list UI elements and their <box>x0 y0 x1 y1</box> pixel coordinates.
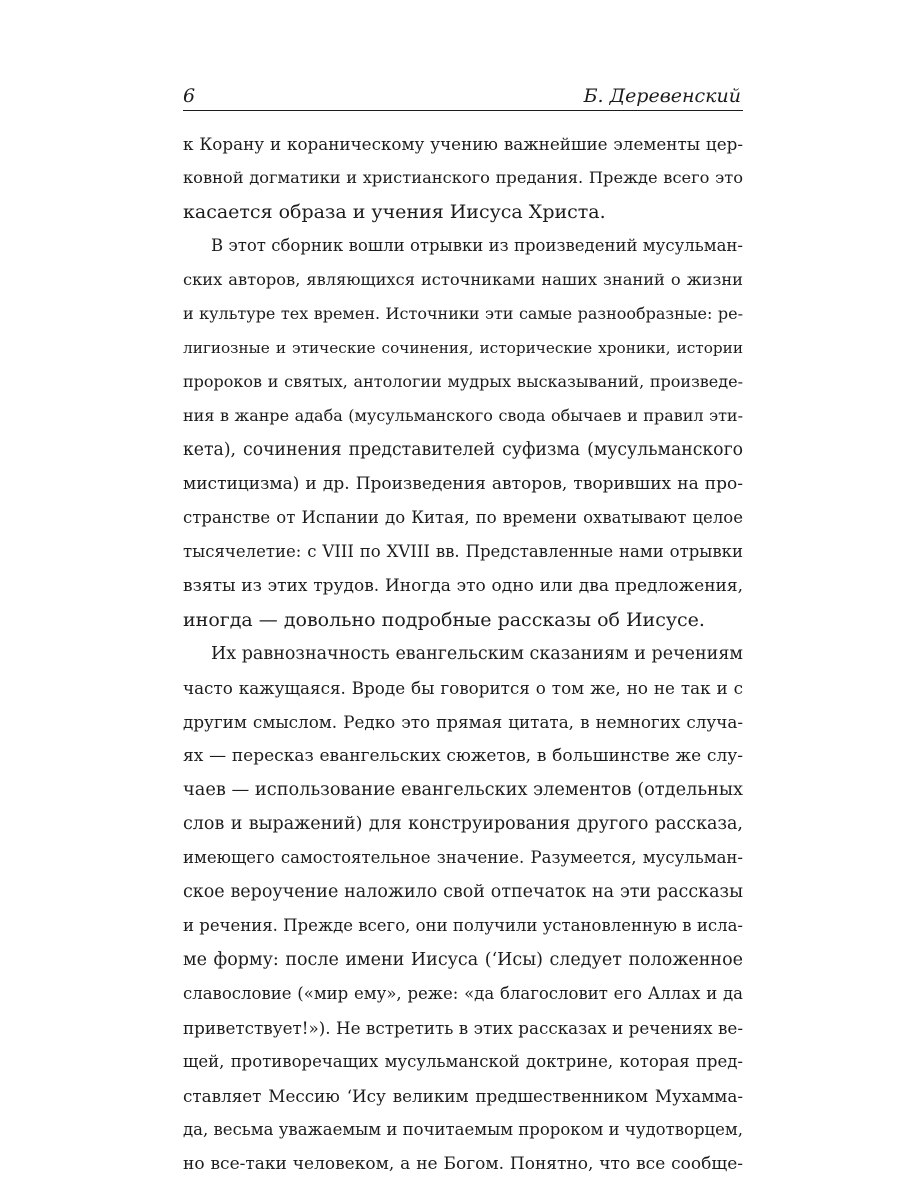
text-line: другим смыслом. Редко это прямая цитата, в немногих случа- <box>183 712 743 732</box>
text-line: и речения. Прежде всего, они получили установленную в исла- <box>183 916 743 935</box>
text-line: пророков и святых, антологии мудрых высказываний, произведе- <box>183 372 743 391</box>
text-line: чаев — использование евангельских элементов (отдельных <box>183 780 743 800</box>
page-number: 6 <box>183 85 196 107</box>
text-line: приветствует!»). Не встретить в этих рассказах и речениях ве- <box>183 1018 743 1038</box>
text-line: ское вероучение наложило свой отпечаток на эти рассказы <box>183 882 743 902</box>
text-line: тысячелетие: с VIII по XVIII вв. Представленные нами отрывки <box>183 542 743 561</box>
text-line: ставляет Мессию ‘Ису великим предшественником Мухамма- <box>183 1086 743 1106</box>
text-line: и культуре тех времен. Источники эти самые разнообразные: ре- <box>183 304 743 323</box>
text-line: иногда — довольно подробные рассказы об Иисусе. <box>183 609 705 631</box>
text-line: слов и выражений) для конструирования другого рассказа, <box>183 814 743 834</box>
text-line: ме форму: после имени Иисуса (‘Исы) следует положенное <box>183 950 743 970</box>
text-line: мистицизма) и др. Произведения авторов, творивших на про- <box>183 474 743 494</box>
running-title: Б. Деревенский <box>583 85 741 107</box>
text-line: но все-таки человеком, а не Богом. Понятно, что все сообще- <box>183 1154 743 1174</box>
text-line: кета), сочинения представителей суфизма (мусульманского <box>183 440 743 460</box>
text-line: славословие («мир ему», реже: «да благословит его Аллах и да <box>183 984 743 1003</box>
text-line: щей, противоречащих мусульманской доктрине, которая пред- <box>183 1052 743 1071</box>
text-line: да, весьма уважаемым и почитаемым пророком и чудотворцем, <box>183 1120 743 1139</box>
text-line: странстве от Испании до Китая, по времени охватывают целое <box>183 508 743 527</box>
text-line: ния в жанре адаба (мусульманского свода обычаев и правил эти- <box>183 406 743 425</box>
text-line: ских авторов, являющихся источниками наших знаний о жизни <box>183 270 743 289</box>
text-line: ях — пересказ евангельских сюжетов, в большинстве же слу- <box>183 746 743 766</box>
paragraph-first-line: Их равнозначность евангельским сказаниям и речениям <box>211 644 743 664</box>
text-line: имеющего самостоятельное значение. Разумеется, мусульман- <box>183 848 743 867</box>
running-header <box>183 82 743 111</box>
text-line: взяты из этих трудов. Иногда это одно или два предложения, <box>183 576 743 596</box>
text-line: ковной догматики и христианского предания. Прежде всего это <box>183 168 743 187</box>
text-line: лигиозные и этические сочинения, исторические хроники, истории <box>183 339 743 357</box>
paragraph-first-line: В этот сборник вошли отрывки из произведений мусульман- <box>211 236 743 255</box>
text-line: касается образа и учения Иисуса Христа. <box>183 201 606 223</box>
body-text <box>183 127 743 1181</box>
text-line: к Корану и кораническому учению важнейшие элементы цер- <box>183 134 743 154</box>
text-line: часто кажущаяся. Вроде бы говорится о том же, но не так и с <box>183 678 743 698</box>
